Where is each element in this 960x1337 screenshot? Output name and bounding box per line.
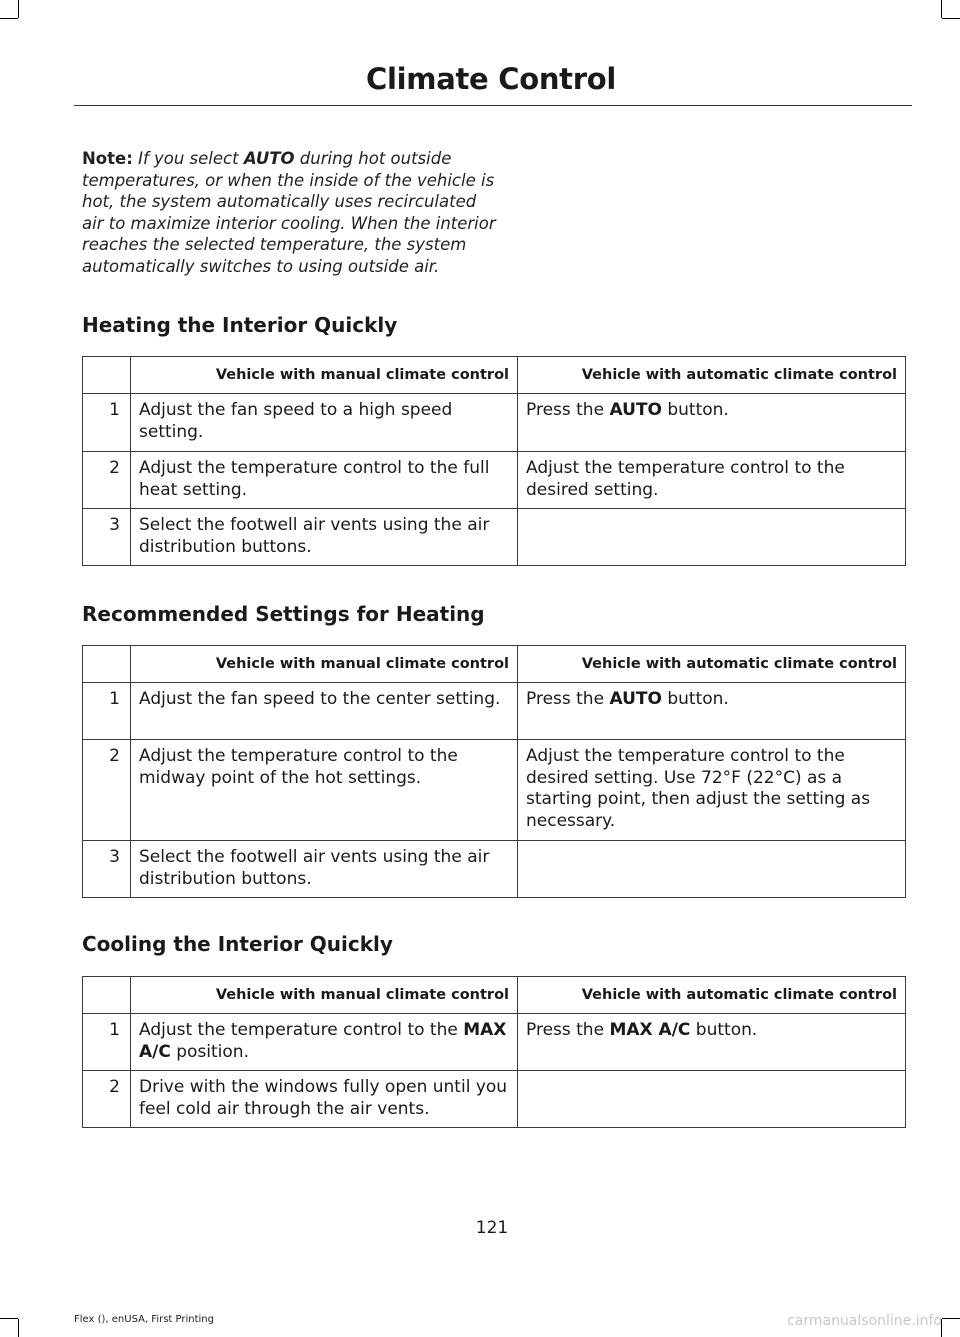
table-row xyxy=(83,683,906,740)
automatic-step xyxy=(518,1014,906,1071)
step-number: 3 xyxy=(83,841,131,898)
table-row xyxy=(83,1014,906,1071)
automatic-step xyxy=(518,841,906,898)
column-header-automatic: Vehicle with automatic climate control xyxy=(518,646,906,683)
table-header-row xyxy=(83,646,906,683)
manual-step: Adjust the fan speed to the center setting. xyxy=(131,683,518,740)
page-title: Climate Control xyxy=(366,62,616,96)
crop-mark xyxy=(942,1318,960,1319)
table-row xyxy=(83,509,906,566)
step-number: 2 xyxy=(83,452,131,509)
note-keyword: AUTO xyxy=(243,149,295,168)
step-text: Adjust the temperature control to the xyxy=(139,1020,464,1040)
section-heading: Heating the Interior Quickly xyxy=(82,313,398,337)
manual-step: Adjust the temperature control to the full heat setting. xyxy=(131,452,518,509)
step-keyword: MAX A/C xyxy=(609,1020,691,1040)
note-paragraph xyxy=(82,148,502,278)
manual-step: Drive with the windows fully open until you feel cold air through the air vents. xyxy=(131,1071,518,1128)
note-text: If you select xyxy=(132,149,244,168)
crop-mark xyxy=(0,18,18,19)
step-keyword: AUTO xyxy=(609,689,662,709)
column-header-number xyxy=(83,357,131,394)
automatic-step xyxy=(518,509,906,566)
step-text: position. xyxy=(170,1041,249,1062)
note-text: during hot outside temperatures, or when the inside of the vehicle is hot, the system automatically uses recirculated air to maximize interior cooling. When the interior reaches the selected temperature, the system automatically switches to using outside air. xyxy=(82,149,496,276)
table-row xyxy=(83,452,906,509)
step-keyword: AUTO xyxy=(609,400,662,420)
step-text: Press the xyxy=(526,689,610,709)
table-row xyxy=(83,841,906,898)
steps-table xyxy=(82,645,906,898)
table-header-row xyxy=(83,977,906,1014)
header-divider xyxy=(74,105,912,106)
table-header-row xyxy=(83,357,906,394)
step-keyword: MAX A/C xyxy=(139,1020,507,1062)
step-number: 2 xyxy=(83,740,131,841)
watermark: carmanualsonline.info xyxy=(787,1313,942,1329)
crop-mark xyxy=(18,0,19,18)
edition-footer: Flex (), enUSA, First Printing xyxy=(74,1314,214,1325)
step-number: 1 xyxy=(83,394,131,452)
table-row xyxy=(83,1071,906,1128)
column-header-manual: Vehicle with manual climate control xyxy=(131,977,518,1014)
step-number: 1 xyxy=(83,683,131,740)
crop-mark xyxy=(941,0,942,18)
step-number: 2 xyxy=(83,1071,131,1128)
page-number: 121 xyxy=(475,1218,509,1238)
manual-step: Adjust the fan speed to a high speed setting. xyxy=(131,394,518,452)
step-text: button. xyxy=(661,400,729,420)
column-header-automatic: Vehicle with automatic climate control xyxy=(518,357,906,394)
automatic-step: Adjust the temperature control to the desired setting. xyxy=(518,452,906,509)
manual-step xyxy=(131,1014,518,1071)
step-text: Press the xyxy=(526,1020,610,1040)
automatic-step: Adjust the temperature control to the desired setting. Use 72°F (22°C) as a starting point, then adjust the setting as necessary. xyxy=(518,740,906,841)
manual-step: Select the footwell air vents using the air distribution buttons. xyxy=(131,841,518,898)
crop-mark xyxy=(942,18,960,19)
table-row xyxy=(83,740,906,841)
section-heading: Recommended Settings for Heating xyxy=(82,602,485,626)
step-text: button. xyxy=(690,1020,758,1040)
step-text: button. xyxy=(661,689,729,709)
step-text: Press the xyxy=(526,400,610,420)
crop-mark xyxy=(18,1319,19,1337)
column-header-number xyxy=(83,977,131,1014)
automatic-step xyxy=(518,394,906,452)
column-header-manual: Vehicle with manual climate control xyxy=(131,646,518,683)
step-number: 3 xyxy=(83,509,131,566)
crop-mark xyxy=(0,1318,18,1319)
automatic-step xyxy=(518,1071,906,1128)
table-row xyxy=(83,394,906,452)
automatic-step xyxy=(518,683,906,740)
step-number: 1 xyxy=(83,1014,131,1071)
steps-table xyxy=(82,976,906,1128)
section-heading: Cooling the Interior Quickly xyxy=(82,932,393,956)
column-header-automatic: Vehicle with automatic climate control xyxy=(518,977,906,1014)
note-label: Note: xyxy=(82,149,133,168)
manual-step: Adjust the temperature control to the midway point of the hot settings. xyxy=(131,740,518,841)
column-header-manual: Vehicle with manual climate control xyxy=(131,357,518,394)
manual-step: Select the footwell air vents using the air distribution buttons. xyxy=(131,509,518,566)
steps-table xyxy=(82,356,906,566)
column-header-number xyxy=(83,646,131,683)
